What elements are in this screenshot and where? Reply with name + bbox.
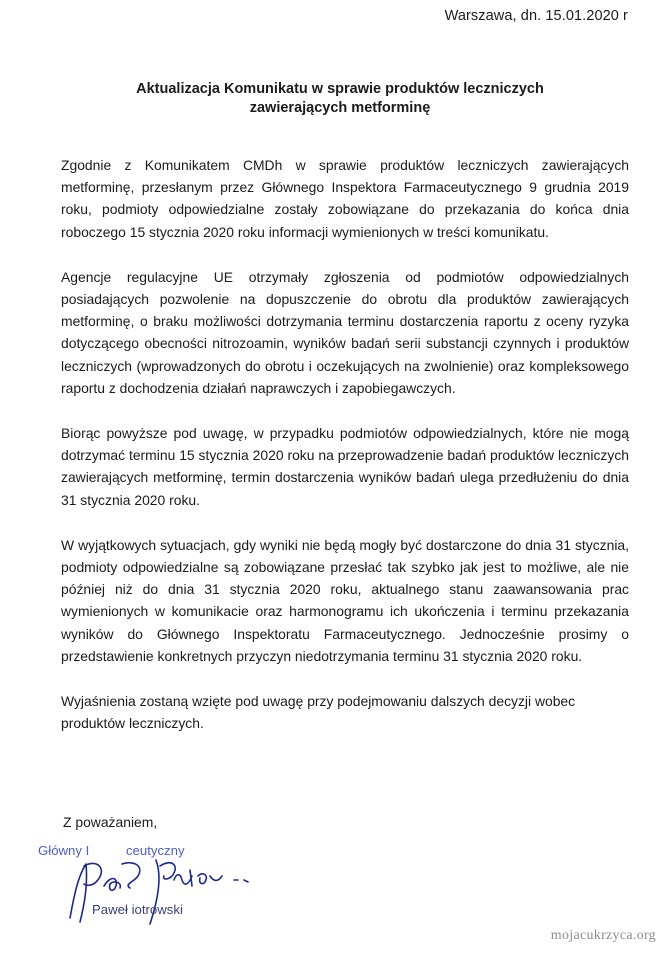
paragraph-3: Biorąc powyższe pod uwagę, w przypadku podmiotów odpowiedzialnych, które nie mogą dotrzymać terminu 15 stycznia 2020 roku na przeprowadzenie badań produktów leczniczych zawierających metforminę, termin dostarczenia wyników badań ulega przedłużeniu do dnia 31 stycznia 2020 roku.	[61, 425, 629, 508]
stamp-title: Główny I ceutyczny	[38, 843, 185, 858]
stamp-signer-name: Paweł iotrowski	[92, 902, 183, 917]
title-line-1: Aktualizacja Komunikatu w sprawie produktów leczniczych	[136, 81, 544, 97]
watermark: mojacukrzyca.org	[550, 928, 656, 943]
title-line-2: zawierających metforminę	[249, 100, 431, 116]
paragraph-4: W wyjątkowych sytuacjach, gdy wyniki nie będą mogły być dostarczone do dnia 31 stycznia, podmioty odpowiedzialne są zobowiązane przesłać tak szybko jak jest to możliwe, ale nie później niż do dnia 31 stycznia 2020 roku, aktualnego stanu zaawansowania prac wymienionych w komunikacie oraz harmonogramu ich ukończenia i terminu przekazania wyników do Głównego Inspektoratu Farmaceutycznego. Jednocześnie prosimy o przedstawienie konkretnych przyczyn niedotrzymania terminu 31 stycznia 2020 roku.	[61, 536, 629, 664]
paragraph-5: Wyjaśnienia zostaną wzięte pod uwagę przy podejmowaniu dalszych decyzji wobec produktów leczniczych.	[61, 693, 576, 732]
document-title	[110, 80, 570, 118]
paragraph-2: Agencje regulacyjne UE otrzymały zgłoszenia od podmiotów odpowiedzialnych posiadających pozwolenie na dopuszczenie do obrotu dla produktów zawierających metforminę, o braku możliwości dotrzymania terminu dostarczenia raportu z oceny ryzyka dotyczącego obecności nitrozoamin, wyników badań serii substancji czynnych i produktów leczniczych (wprowadzonych do obrotu i oczekujących na zwolnienie) oraz kompleksowego raportu z dochodzenia działań naprawczych i zapobiegawczych.	[61, 268, 629, 396]
paragraph-1: Zgodnie z Komunikatem CMDh w sprawie produktów leczniczych zawierających metforminę, przesłanym przez Głównego Inspektora Farmaceutycznego 9 grudnia 2019 roku, podmioty odpowiedzialne zostały zobowiązane do przekazania do końca dnia roboczego 15 stycznia 2020 roku informacji wymienionych w treści komunikatu.	[61, 157, 629, 240]
letter-body	[61, 154, 629, 757]
letter-date: Warszawa, dn. 15.01.2020 r	[444, 8, 628, 24]
closing-salutation: Z poważaniem,	[63, 814, 158, 830]
